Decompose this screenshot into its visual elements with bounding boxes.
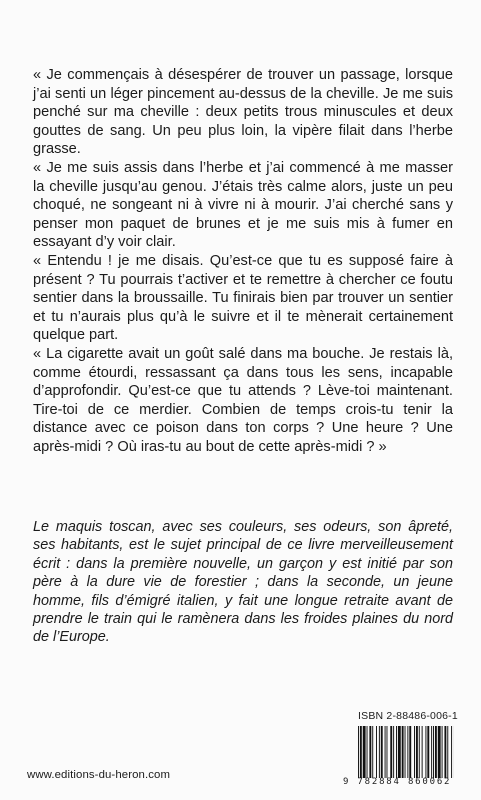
barcode (358, 726, 454, 778)
excerpt (33, 66, 453, 456)
excerpt-paragraph-3: « Entendu ! je me disais. Qu’est-ce que tu es supposé faire à présent ? Tu pourrais t’activer et te remettre à chercher ce foutu sentier dans la broussaille. Tu finirais bien par trouver un sentier et tu n’aurais plus qu’à le suivre et il te mènerait certainement quelque part. (33, 252, 453, 344)
excerpt-paragraph-1: « Je commençais à désespérer de trouver un passage, lorsque j’ai senti un léger pincement au-dessus de la cheville. Je me suis penché sur ma cheville : deux petits trous minuscules et deux gouttes de sang. Un peu plus loin, la vipère filait dans l’herbe grasse. (33, 67, 453, 158)
isbn: ISBN 2-88486-006-1 (358, 710, 458, 722)
excerpt-paragraph-4: « La cigarette avait un goût salé dans ma bouche. Je restais là, comme étourdi, ressassant ça dans tous les sens, incapable d’approfondir. Qu’est-ce que tu attends ? Lève-toi maintenant. Tire-toi de ce merdier. Combien de temps crois-tu tenir la distance avec ce poison dans ton corps ? Une heure ? Une après-midi ? Où iras-tu au bout de cette après-midi ? » (33, 345, 453, 455)
publisher-website: www.editions-du-heron.com (27, 769, 171, 781)
book-blurb (33, 518, 453, 647)
blurb-text: Le maquis toscan, avec ses couleurs, ses odeurs, son âpreté, ses habitants, est le sujet principal de ce livre merveilleusement écrit : dans la première nouvelle, un garçon y est initié par son père à la dure vie de forestier ; dans la seconde, un jeune homme, fils d’émigré italien, y fait une longue retraite avant de prendre le train qui le ramènera dans les froides plaines du nord de l’Europe. (33, 519, 453, 646)
excerpt-paragraph-2: « Je me suis assis dans l’herbe et j’ai commencé à me masser la cheville jusqu’au genou. J’étais très calme alors, juste un peu choqué, ne songeant ni à vivre ni à mourir. J’ai cherché sans y penser mon paquet de brunes et je me suis mis à fumer en essayant d’y voir clair. (33, 159, 453, 251)
barcode-digits: 9 782884 860062 (343, 777, 452, 787)
